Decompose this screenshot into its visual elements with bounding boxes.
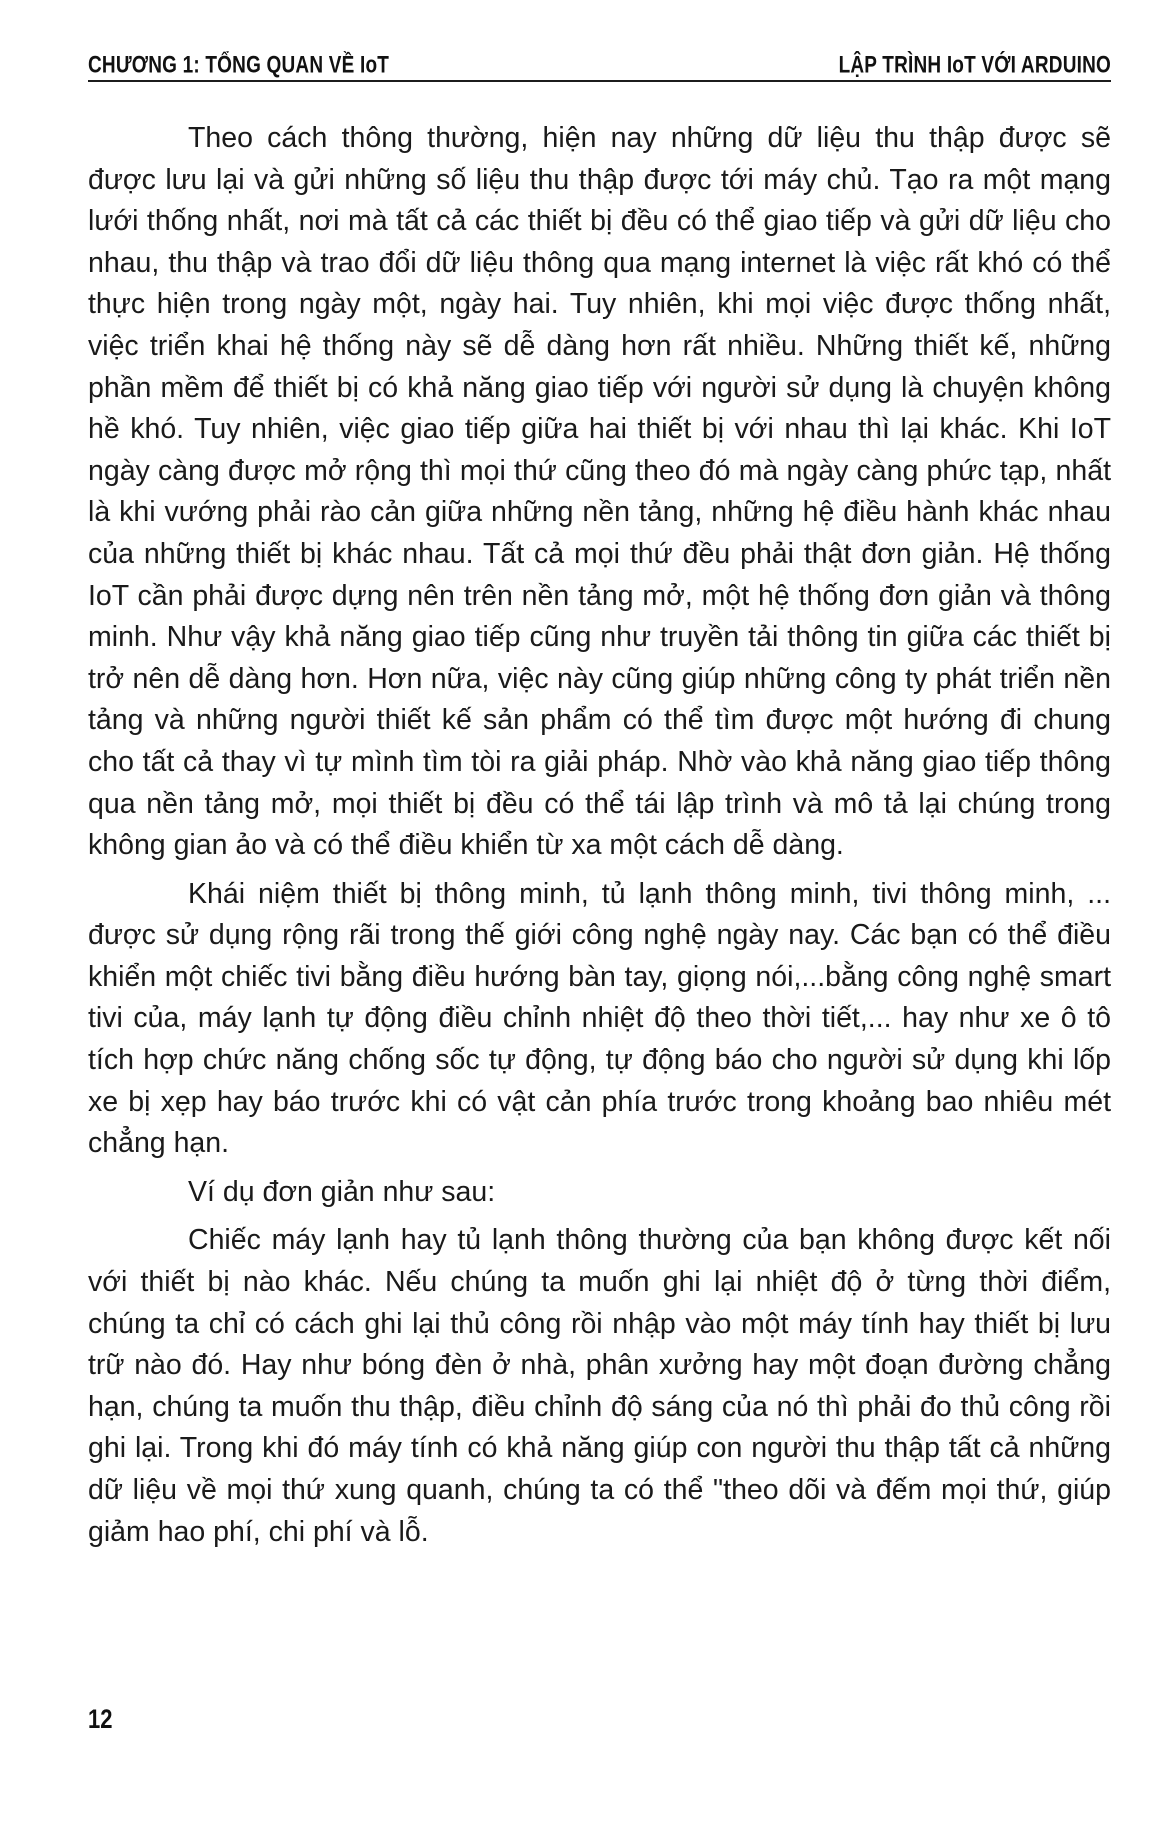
running-header [88,35,1111,80]
header-divider [88,80,1111,82]
paragraph: Khái niệm thiết bị thông minh, tủ lạnh thông minh, tivi thông minh, ... được sử dụng rộng rãi trong thế giới công nghệ ngày nay. Các bạn có thể điều khiển một chiếc tivi bằng điều hướng bàn tay, giọng nói,...bằng công nghệ smart tivi của, máy lạnh tự động điều chỉnh nhiệt độ theo thời tiết,... hay như xe ô tô tích hợp chức năng chống sốc tự động, tự động báo cho người sử dụng khi lốp xe bị xẹp hay báo trước khi có vật cản phía trước trong khoảng bao nhiêu mét chẳng hạn. [88,877,1111,1160]
book-title: LẬP TRÌNH IoT VỚI ARDUINO [838,52,1111,79]
paragraph: Ví dụ đơn giản như sau: [188,1175,496,1208]
chapter-title: CHƯƠNG 1: TỔNG QUAN VỀ IoT [88,52,390,79]
page-number: 12 [88,1704,113,1734]
paragraph: Chiếc máy lạnh hay tủ lạnh thông thường của bạn không được kết nối với thiết bị nào khác. Nếu chúng ta muốn ghi lại nhiệt độ ở từng thời điểm, chúng ta chỉ có cách ghi lại thủ công rồi nhập vào một máy tính hay thiết bị lưu trữ nào đó. Hay như bóng đèn ở nhà, phân xưởng hay một đoạn đường chẳng hạn, chúng ta muốn thu thập, điều chỉnh độ sáng của nó thì phải đo thủ công rồi ghi lại. Trong khi đó máy tính có khả năng giúp con người thu thập tất cả những dữ liệu về mọi thứ xung quanh, chúng ta có thể "theo dõi và đếm mọi thứ, giúp giảm hao phí, chi phí và lỗ. [88,1224,1111,1548]
body-text [88,118,1111,1560]
paragraph: Theo cách thông thường, hiện nay những dữ liệu thu thập được sẽ được lưu lại và gửi những số liệu thu thập được tới máy chủ. Tạo ra một mạng lưới thống nhất, nơi mà tất cả các thiết bị đều có thể giao tiếp và gửi dữ liệu cho nhau, thu thập và trao đổi dữ liệu thông qua mạng internet là việc rất khó có thể thực hiện trong ngày một, ngày hai. Tuy nhiên, khi mọi việc được thống nhất, việc triển khai hệ thống này sẽ dễ dàng hơn rất nhiều. Những thiết kế, những phần mềm để thiết bị có khả năng giao tiếp với người sử dụng là chuyện không hề khó. Tuy nhiên, việc giao tiếp giữa hai thiết bị với nhau thì lại khác. Khi IoT ngày càng được mở rộng thì mọi thứ cũng theo đó mà ngày càng phức tạp, nhất là khi vướng phải rào cản giữa những nền tảng, những hệ điều hành khác nhau của những thiết bị khác nhau. Tất cả mọi thứ đều phải thật đơn giản. Hệ thống IoT cần phải được dựng nên trên nền tảng mở, một hệ thống đơn giản và thông minh. Như vậy khả năng giao tiếp cũng như truyền tải thông tin giữa các thiết bị trở nên dễ dàng hơn. Hơn nữa, việc này cũng giúp những công ty phát triển nền tảng và những người thiết kế sản phẩm có thể tìm được một hướng đi chung cho tất cả thay vì tự mình tìm tòi ra giải pháp. Nhờ vào khả năng giao tiếp thông qua nền tảng mở, mọi thiết bị đều có thể tái lập trình và mô tả lại chúng trong không gian ảo và có thể điều khiển từ xa một cách dễ dàng. [88,122,1111,862]
